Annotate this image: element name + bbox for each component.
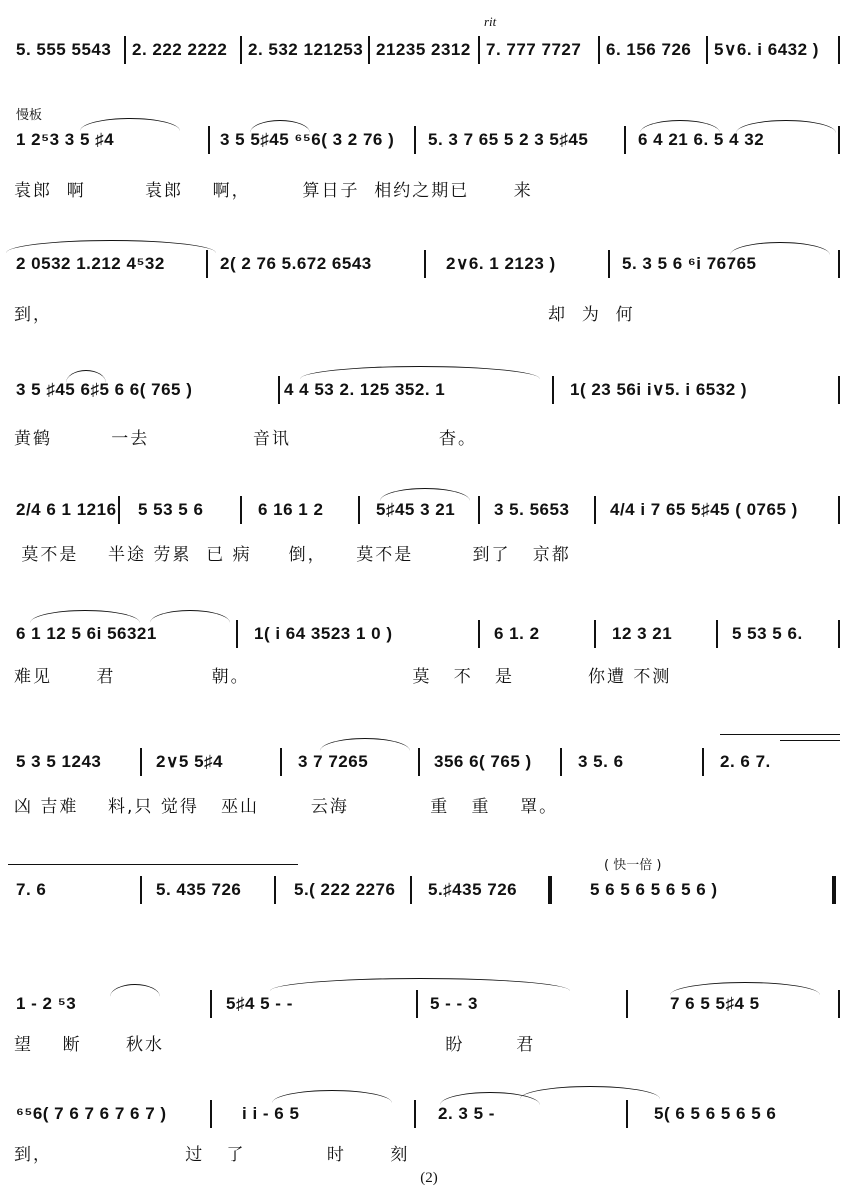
measure: 4 4 53 2. 125 352. 1 — [284, 380, 446, 399]
barline — [706, 36, 708, 64]
slur — [150, 610, 230, 623]
barline — [594, 496, 596, 524]
measure: 5. 435 726 — [156, 880, 242, 899]
measure: 356 6( 765 ) — [434, 752, 532, 771]
lyrics-line: 到， 过 了 时 刻 — [14, 1145, 410, 1165]
tie-line — [8, 864, 298, 865]
barline — [838, 496, 840, 524]
slur — [80, 118, 180, 131]
measure: 2∨6. 1 2123 ) — [446, 254, 556, 273]
measure: 1 2⁵3 3 5 ♯4 — [16, 130, 115, 149]
barline — [838, 376, 840, 404]
tie-line — [720, 734, 840, 735]
barline — [478, 620, 480, 648]
slur — [670, 982, 820, 995]
slur — [66, 370, 106, 383]
tempo-marking: ( 快一倍 ) — [604, 858, 662, 873]
slur — [6, 240, 216, 253]
repeat-start-bar — [548, 876, 552, 904]
measure: 6 1. 2 — [494, 624, 540, 643]
measure: 3 5 ♯45 6♯5 6 6( 765 ) — [16, 380, 193, 399]
measure: 5 3 5 1243 — [16, 752, 102, 771]
barline — [560, 748, 562, 776]
measure: 2 0532 1.212 4⁵32 — [16, 254, 165, 273]
barline — [838, 990, 840, 1018]
notes-line — [14, 376, 848, 406]
measure: 6. 156 726 — [606, 40, 692, 59]
measure: 6 4 21 6. 5 4 32 — [638, 130, 765, 149]
lyrics-line: 望 断 秋水 盼 君 — [14, 1035, 536, 1055]
slur — [380, 488, 470, 501]
barline — [552, 376, 554, 404]
barline — [626, 1100, 628, 1128]
notes-line — [14, 620, 848, 650]
barline — [418, 748, 420, 776]
barline — [838, 36, 840, 64]
measure: 1( 23 56i i∨5. i 6532 ) — [570, 380, 748, 399]
measure: 5♯4 5 - - — [226, 994, 293, 1013]
lyrics-line: 到， 却 为 何 — [14, 305, 635, 325]
barline — [206, 250, 208, 278]
barline — [838, 250, 840, 278]
measure: 5♯45 3 21 — [376, 500, 456, 519]
measure: 5 6 5 6 5 6 5 6 ) — [590, 880, 718, 899]
measure: 3 7 7265 — [298, 752, 369, 771]
barline — [210, 990, 212, 1018]
measure: 5.( 222 2276 — [294, 880, 396, 899]
measure: 7 6 5 5♯4 5 — [670, 994, 760, 1013]
barline — [838, 620, 840, 648]
slur — [520, 1086, 660, 1099]
barline — [598, 36, 600, 64]
slur — [300, 366, 540, 379]
barline — [274, 876, 276, 904]
measure: 3 5 5♯45 ⁶⁵6( 3 2 76 ) — [220, 130, 395, 149]
repeat-end-bar — [832, 876, 836, 904]
barline — [368, 36, 370, 64]
barline — [608, 250, 610, 278]
barline — [208, 126, 210, 154]
measure: 2/4 6 1 1216 — [16, 500, 117, 519]
slur — [250, 120, 310, 133]
measure: 2( 2 76 5.672 6543 — [220, 254, 372, 273]
measure: 5( 6 5 6 5 6 5 6 — [654, 1104, 777, 1123]
slur — [110, 984, 160, 997]
measure: 6 16 1 2 — [258, 500, 324, 519]
page-number: (2) — [420, 1170, 438, 1186]
measure: i i - 6 5 — [242, 1104, 300, 1123]
measure: 3 5. 5653 — [494, 500, 570, 519]
measure: 6 1 12 5 6i 56321 — [16, 624, 157, 643]
measure: 1( i 64 3523 1 0 ) — [254, 624, 393, 643]
measure: 5.♯435 726 — [428, 880, 518, 899]
slur — [640, 120, 720, 133]
barline — [594, 620, 596, 648]
barline — [278, 376, 280, 404]
barline — [478, 496, 480, 524]
barline — [424, 250, 426, 278]
lyrics-line: 难见 君 朝。 莫 不 是 你遭 不测 — [14, 667, 672, 687]
slur — [270, 978, 570, 991]
barline — [624, 126, 626, 154]
barline — [414, 126, 416, 154]
measure: ⁶⁵6( 7 6 7 6 7 6 7 ) — [16, 1104, 167, 1123]
notes-line — [14, 1100, 848, 1130]
barline — [140, 876, 142, 904]
rit-marking: rit — [484, 14, 497, 29]
slur — [736, 120, 836, 133]
measure: 5. 3 7 65 5 2 3 5♯45 — [428, 130, 589, 149]
slur — [272, 1090, 392, 1103]
measure: 2. 6 7. — [720, 752, 771, 771]
measure: 2. 532 121253 — [248, 40, 364, 59]
measure: 12 3 21 — [612, 624, 673, 643]
measure: 3 5. 6 — [578, 752, 624, 771]
measure: 5. 555 5543 — [16, 40, 112, 59]
notes-line — [14, 250, 848, 280]
measure: 2∨5 5♯4 — [156, 752, 223, 771]
measure: 7. 777 7727 — [486, 40, 582, 59]
tempo-marking: 慢板 — [16, 108, 43, 123]
measure: 1 - 2 ⁵3 — [16, 994, 77, 1013]
barline — [118, 496, 120, 524]
barline — [838, 126, 840, 154]
lyrics-line: 凶 吉难 料,只 觉得 巫山 云海 重 重 罩。 — [14, 797, 559, 817]
barline — [236, 620, 238, 648]
measure: 2. 222 2222 — [132, 40, 228, 59]
barline — [280, 748, 282, 776]
measure: 5 53 5 6. — [732, 624, 803, 643]
barline — [416, 990, 418, 1018]
measure: 5 53 5 6 — [138, 500, 204, 519]
measure: 5. 3 5 6 ⁶i 76765 — [622, 254, 757, 273]
lyrics-line: 黄鹤 一去 音讯 杳。 — [14, 429, 477, 449]
barline — [716, 620, 718, 648]
barline — [702, 748, 704, 776]
measure: 4/4 i 7 65 5♯45 ( 0765 ) — [610, 500, 798, 519]
slur — [320, 738, 410, 751]
measure: 21235 2312 — [376, 40, 471, 59]
measure: 2. 3 5 - — [438, 1104, 495, 1123]
barline — [140, 748, 142, 776]
slur — [730, 242, 830, 255]
barline — [210, 1100, 212, 1128]
tie-line — [780, 740, 840, 741]
barline — [478, 36, 480, 64]
barline — [124, 36, 126, 64]
slur — [30, 610, 140, 623]
barline — [414, 1100, 416, 1128]
barline — [240, 496, 242, 524]
measure: 5 - - 3 — [430, 994, 478, 1013]
measure: 7. 6 — [16, 880, 47, 899]
lyrics-line: 莫不是 半途 劳累 已 病 倒， 莫不是 到了 京都 — [14, 545, 571, 565]
measure: 5∨6. i 6432 ) — [714, 40, 819, 59]
lyrics-line: 袁郎 啊 袁郎 啊， 算日子 相约之期已 来 — [14, 181, 533, 201]
barline — [240, 36, 242, 64]
barline — [410, 876, 412, 904]
notes-line — [14, 36, 848, 66]
barline — [626, 990, 628, 1018]
barline — [358, 496, 360, 524]
